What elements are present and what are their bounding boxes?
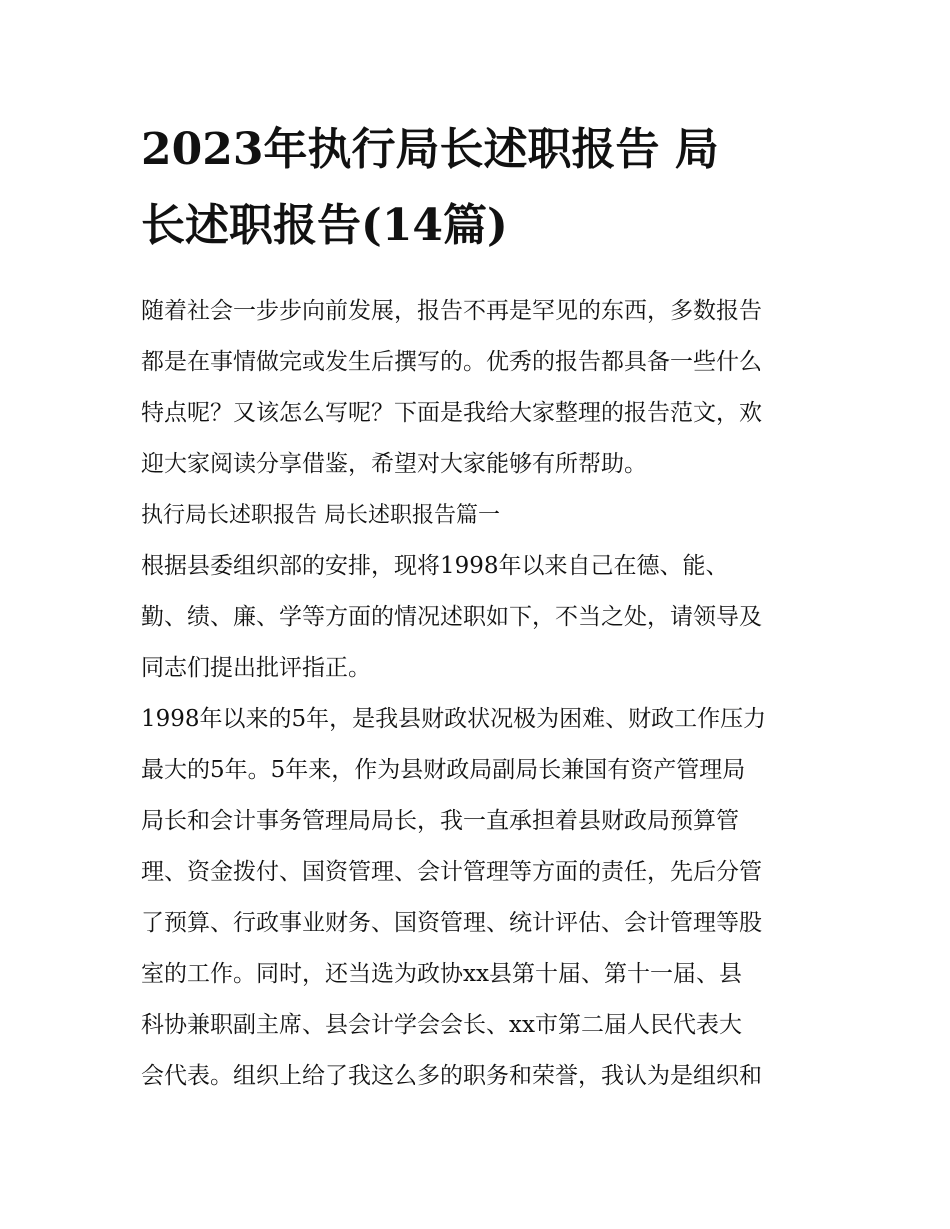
text-line: 最大的5年。5年来，作为县财政局副局长兼国有资产管理局	[141, 757, 746, 783]
paragraph-2	[141, 694, 813, 1102]
title-line: 长述职报告(14篇)	[141, 200, 508, 251]
text-line: 迎大家阅读分享借鉴，希望对大家能够有所帮助。	[141, 451, 647, 477]
document-title	[141, 112, 813, 264]
text-line: 科协兼职副主席、县会计学会会长、xx市第二届人民代表大	[141, 1012, 742, 1038]
text-line: 理、资金拨付、国资管理、会计管理等方面的责任，先后分管	[141, 859, 762, 885]
intro-paragraph	[141, 286, 813, 490]
text-line: 室的工作。同时，还当选为政协xx县第十届、第十一届、县	[141, 961, 742, 987]
title-line: 2023年执行局长述职报告 局	[141, 124, 719, 175]
text-line: 都是在事情做完或发生后撰写的。优秀的报告都具备一些什么	[141, 349, 762, 375]
document-page	[141, 112, 813, 1102]
text-line: 特点呢？又该怎么写呢？下面是我给大家整理的报告范文，欢	[141, 400, 762, 426]
text-line: 随着社会一步步向前发展，报告不再是罕见的东西，多数报告	[141, 298, 762, 324]
document-body	[141, 286, 813, 1102]
paragraph-1	[141, 541, 813, 694]
text-line: 勤、绩、廉、学等方面的情况述职如下，不当之处，请领导及	[141, 604, 762, 630]
text-line: 局长和会计事务管理局局长，我一直承担着县财政局预算管	[141, 808, 739, 834]
text-line: 会代表。组织上给了我这么多的职务和荣誉，我认为是组织和	[141, 1063, 762, 1089]
text-line: 同志们提出批评指正。	[141, 655, 371, 681]
text-line: 1998年以来的5年，是我县财政状况极为困难、财政工作压力	[141, 706, 767, 732]
text-line: 了预算、行政事业财务、国资管理、统计评估、会计管理等股	[141, 910, 762, 936]
text-line: 根据县委组织部的安排，现将1998年以来自己在德、能、	[141, 553, 729, 579]
section-heading: 执行局长述职报告 局长述职报告篇一	[141, 503, 500, 528]
